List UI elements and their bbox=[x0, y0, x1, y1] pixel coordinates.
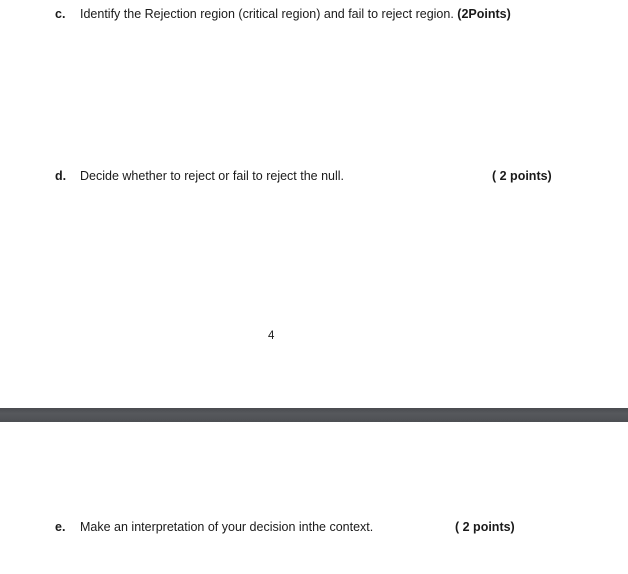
page-separator bbox=[0, 408, 628, 422]
document-page-5 bbox=[0, 422, 628, 574]
question-e-letter: e. bbox=[55, 520, 66, 534]
question-d-letter: d. bbox=[55, 169, 67, 183]
question-d-points: ( 2 points) bbox=[492, 169, 552, 183]
page-number: 4 bbox=[268, 330, 275, 342]
question-e-text: Make an interpretation of your decision inthe context. bbox=[80, 520, 374, 534]
question-c-points: (2Points) bbox=[457, 7, 511, 21]
question-c-text bbox=[80, 6, 511, 22]
question-c-prompt: Identify the Rejection region (critical region) and fail to reject region. bbox=[80, 7, 454, 21]
question-c-letter: c. bbox=[55, 7, 66, 21]
question-d-text: Decide whether to reject or fail to reject the null. bbox=[80, 169, 345, 183]
question-e-points: ( 2 points) bbox=[455, 520, 515, 534]
